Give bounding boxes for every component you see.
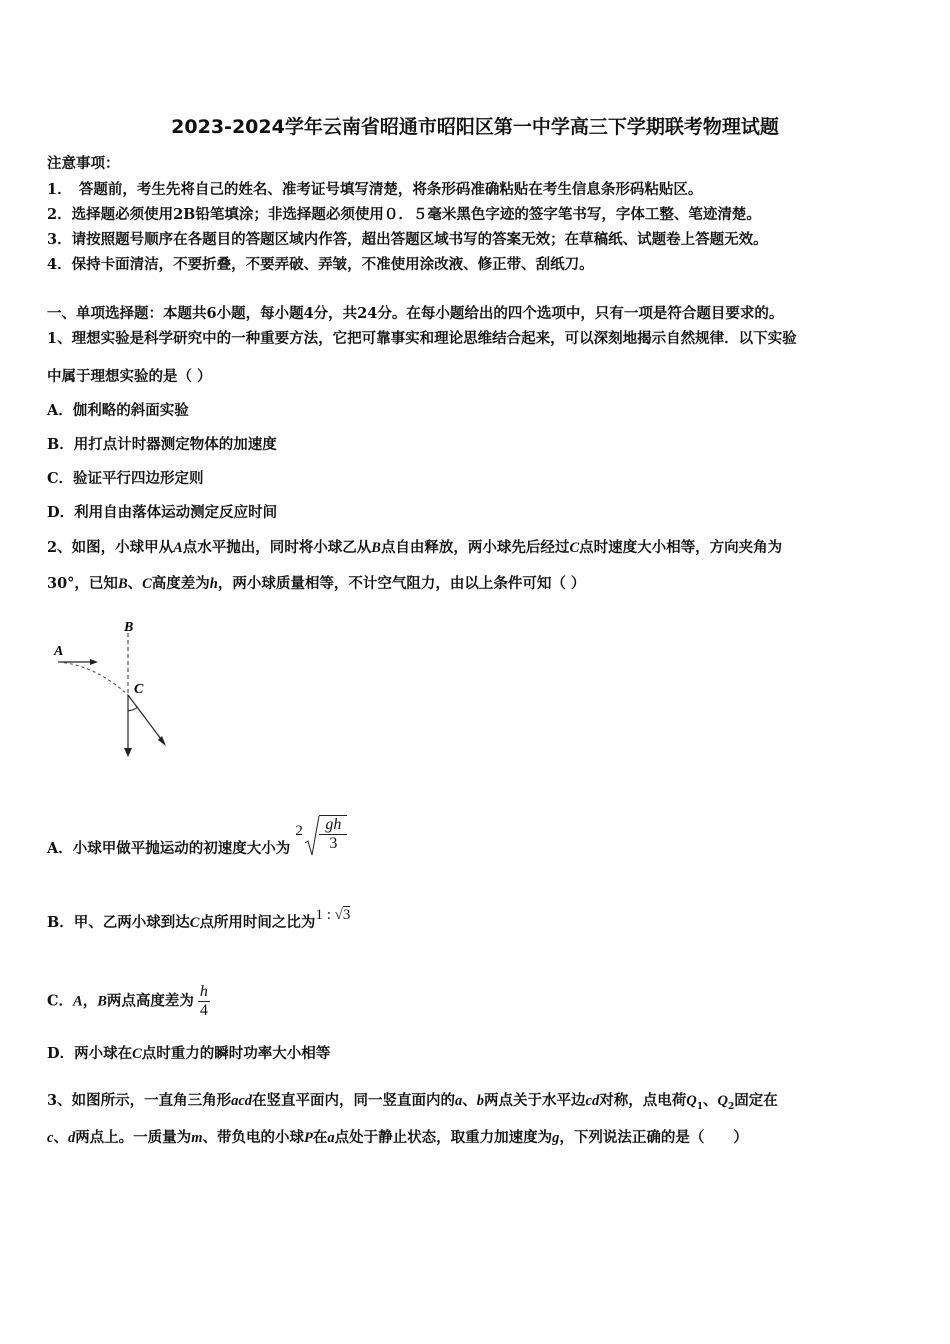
label-c: C — [134, 682, 144, 697]
notice-item-2: 2．选择题必须使用2B铅笔填涂；非选择题必须使用０．５毫米黑色字迹的签字笔书写，字体工整、笔迹清楚。 — [47, 206, 761, 223]
q2-option-a: A．小球甲做平抛运动的初速度大小为 2 $\frac{gh}{3}$ — [47, 833, 345, 858]
q1-option-b: B．用打点计时器测定物体的加速度 — [47, 436, 277, 453]
q2-option-c: C．A，B两点高度差为 $\frac{h}{4}$ — [47, 983, 208, 1019]
label-a: A — [54, 644, 64, 659]
q1-option-d: D．利用自由落体运动测定反应时间 — [47, 504, 278, 521]
sqrt-expression: 2 $\frac{gh}{3}$ — [295, 833, 345, 853]
notice-item-3: 3．请按照题号顺序在各题目的答题区域内作答，超出答题区域书写的答案无效；在草稿纸、试题卷上答题无效。 — [47, 231, 768, 248]
page-title: 2023-2024学年云南省昭通市昭阳区第一中学高三下学期联考物理试题 — [171, 116, 779, 138]
notice-heading: 注意事项： — [47, 155, 120, 172]
notice-item-1: 1． 答题前，考生先将自己的姓名、准考证号填写清楚，将条形码准确粘贴在考生信息条形码粘贴区。 — [47, 181, 703, 198]
q1-option-c: C．验证平行四边形定则 — [47, 470, 204, 487]
q1-option-a: A．伽利略的斜面实验 — [47, 402, 189, 419]
notice-item-4: 4．保持卡面清洁，不要折叠，不要弄破、弄皱，不准使用涂改液、修正带、刮纸刀。 — [47, 256, 594, 273]
section-heading: 一、单项选择题：本题共6小题，每小题4分，共24分。在每小题给出的四个选项中，只有一项是符合题目要求的。 — [47, 305, 784, 322]
q3-stem-line-2: c、d两点上。一质量为m、带负电的小球P在a点处于静止状态，取重力加速度为g，下列说法正确的是（ ） — [47, 1129, 748, 1146]
q2-stem-line-2: 30°，已知B、C高度差为h，两小球质量相等，不计空气阻力，由以上条件可知（ ） — [47, 575, 586, 592]
projectile-diagram — [50, 615, 180, 765]
label-b: B — [124, 620, 134, 635]
q3-stem-line-1: 3、如图所示，一直角三角形acd在竖直平面内，同一竖直面内的a、b两点关于水平边cd对称，点电荷$Q_1$、$Q_2$固定在 — [47, 1092, 778, 1112]
sqrt-sign-icon — [304, 815, 320, 859]
q2-stem-line-1: 2、如图，小球甲从A点水平抛出，同时将小球乙从B点自由释放，两小球先后经过C点时速度大小相等，方向夹角为 — [47, 539, 783, 556]
q2-option-d: D．两小球在C点时重力的瞬时功率大小相等 — [47, 1045, 331, 1062]
q1-stem-line-2: 中属于理想实验的是（ ） — [47, 368, 212, 385]
q2-option-b: B．甲、乙两小球到达C点所用时间之比为1 : √3 — [47, 907, 351, 931]
q1-stem-line-1: 1、理想实验是科学研究中的一种重要方法，它把可靠事实和理论思维结合起来，可以深刻地揭示自然规律．以下实验 — [47, 330, 797, 347]
